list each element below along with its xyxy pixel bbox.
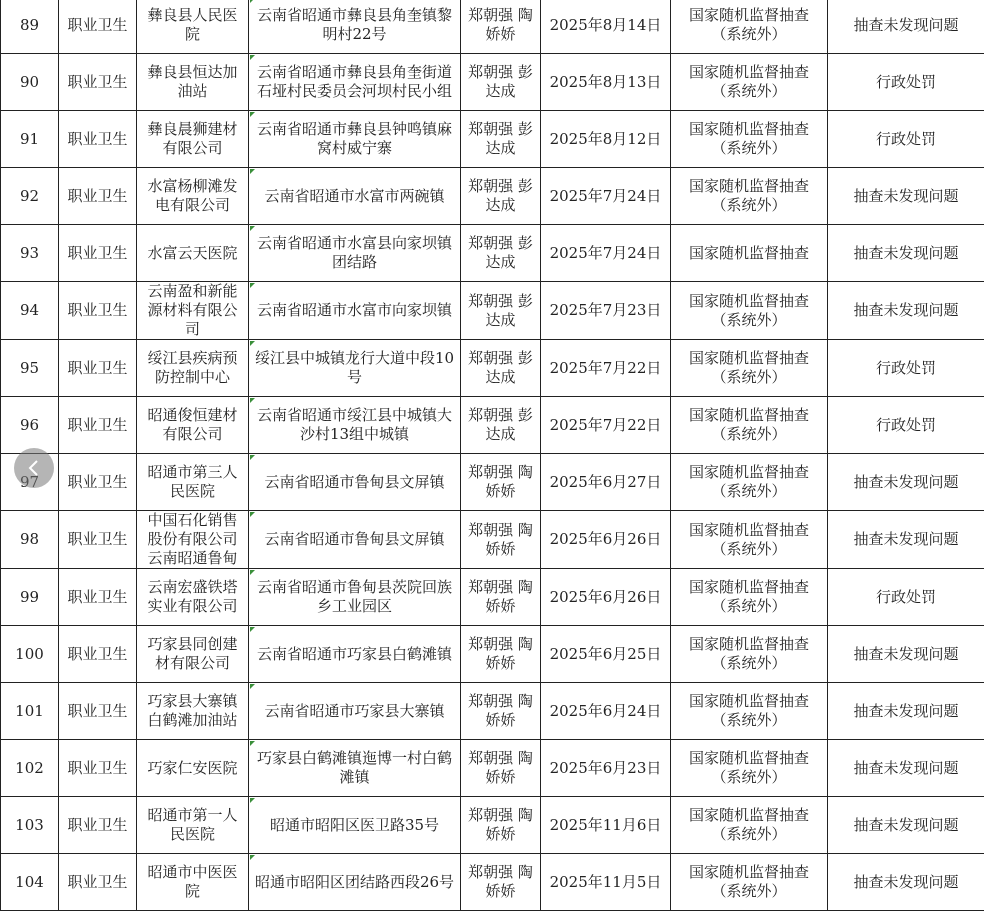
result-cell xyxy=(828,454,984,511)
result-cell xyxy=(828,54,984,111)
inspectors-cell-text: 郑朝强 陶娇娇 xyxy=(468,578,533,615)
inspection-type-cell-text: 国家随机监督抽查（系统外） xyxy=(688,120,809,157)
row-number-text: 102 xyxy=(15,758,44,777)
address-cell-text: 云南省昭通市彝良县角奎镇黎明村22号 xyxy=(256,6,452,43)
table-row xyxy=(1,54,984,111)
table-row xyxy=(1,225,984,282)
row-number xyxy=(1,0,59,54)
address-cell xyxy=(249,340,461,397)
inspection-type-cell-text: 国家随机监督抽查（系统外） xyxy=(688,635,809,672)
category-cell xyxy=(59,54,137,111)
row-number-text: 93 xyxy=(19,243,40,262)
inspection-type-cell xyxy=(671,111,828,168)
row-number xyxy=(1,225,59,282)
organization-cell-text: 云南盈和新能源材料有限公司 xyxy=(147,282,238,338)
inspection-type-cell-text: 国家随机监督抽查（系统外） xyxy=(688,463,809,500)
result-cell xyxy=(828,282,984,340)
inspection-date-cell xyxy=(541,54,671,111)
row-number xyxy=(1,626,59,683)
inspectors-cell-text: 郑朝强 陶娇娇 xyxy=(468,806,533,843)
row-number-text: 98 xyxy=(19,530,40,548)
cell-comment-marker xyxy=(250,169,255,174)
address-cell xyxy=(249,569,461,626)
category-cell xyxy=(59,569,137,626)
inspectors-cell xyxy=(461,683,541,740)
cell-comment-marker xyxy=(250,855,255,860)
inspection-date-cell xyxy=(541,168,671,225)
inspection-type-cell xyxy=(671,511,828,569)
row-number xyxy=(1,854,59,911)
cell-comment-marker xyxy=(250,570,255,575)
result-cell-text: 抽查未发现问题 xyxy=(853,701,959,720)
inspection-type-cell xyxy=(671,340,828,397)
row-number-text: 99 xyxy=(19,587,40,606)
inspection-date-cell-text: 2025年6月27日 xyxy=(549,472,662,491)
organization-cell xyxy=(137,340,249,397)
address-cell xyxy=(249,397,461,454)
organization-cell xyxy=(137,569,249,626)
inspectors-cell-text: 郑朝强 陶娇娇 xyxy=(468,749,533,786)
inspection-type-cell xyxy=(671,454,828,511)
row-number xyxy=(1,740,59,797)
inspection-date-cell xyxy=(541,569,671,626)
inspectors-cell-text: 郑朝强 陶娇娇 xyxy=(468,863,533,900)
inspectors-cell-text: 郑朝强 彭达成 xyxy=(468,291,533,329)
result-cell xyxy=(828,340,984,397)
address-cell-text: 云南省昭通市彝良县角奎街道石垭村民委员会河坝村民小组 xyxy=(256,63,452,100)
inspectors-cell xyxy=(461,397,541,454)
inspectors-cell-text: 郑朝强 彭达成 xyxy=(468,120,533,157)
inspectors-cell xyxy=(461,54,541,111)
row-number xyxy=(1,797,59,854)
category-cell xyxy=(59,0,137,54)
inspection-type-cell-text: 国家随机监督抽查 xyxy=(688,243,809,262)
organization-cell-text: 巧家仁安医院 xyxy=(147,758,238,777)
table-row xyxy=(1,797,984,854)
organization-cell-text: 彝良县恒达加油站 xyxy=(147,63,238,100)
address-cell xyxy=(249,225,461,282)
row-number xyxy=(1,511,59,569)
inspection-date-cell-text: 2025年8月14日 xyxy=(549,15,662,34)
inspectors-cell xyxy=(461,797,541,854)
organization-cell-text: 昭通市第一人民医院 xyxy=(147,806,238,843)
category-cell-text: 职业卫生 xyxy=(67,243,128,262)
result-cell-text: 抽查未发现问题 xyxy=(853,301,959,319)
category-cell xyxy=(59,683,137,740)
cell-comment-marker xyxy=(250,741,255,746)
inspection-type-cell xyxy=(671,740,828,797)
organization-cell-text: 昭通俊恒建材有限公司 xyxy=(147,406,238,443)
inspectors-cell xyxy=(461,225,541,282)
inspectors-cell xyxy=(461,111,541,168)
inspection-type-cell-text: 国家随机监督抽查（系统外） xyxy=(688,863,809,900)
inspectors-cell xyxy=(461,454,541,511)
category-cell-text: 职业卫生 xyxy=(67,587,128,606)
address-cell-text: 云南省昭通市绥江县中城镇大沙村13组中城镇 xyxy=(256,406,452,443)
table-row xyxy=(1,168,984,225)
result-cell xyxy=(828,740,984,797)
cell-comment-marker xyxy=(250,341,255,346)
result-cell-text: 抽查未发现问题 xyxy=(853,15,959,34)
inspection-date-cell-text: 2025年8月13日 xyxy=(549,72,662,91)
result-cell-text: 抽查未发现问题 xyxy=(853,815,959,834)
cell-comment-marker xyxy=(250,283,255,288)
category-cell-text: 职业卫生 xyxy=(67,186,128,205)
category-cell-text: 职业卫生 xyxy=(67,701,128,720)
address-cell-text: 昭通市昭阳区团结路西段26号 xyxy=(254,872,455,891)
inspection-type-cell-text: 国家随机监督抽查（系统外） xyxy=(688,177,809,214)
inspectors-cell xyxy=(461,168,541,225)
category-cell xyxy=(59,340,137,397)
category-cell xyxy=(59,454,137,511)
table-row xyxy=(1,683,984,740)
organization-cell xyxy=(137,626,249,683)
address-cell xyxy=(249,54,461,111)
category-cell-text: 职业卫生 xyxy=(67,72,128,91)
inspectors-cell xyxy=(461,854,541,911)
result-cell-text: 行政处罚 xyxy=(875,129,936,148)
inspection-type-cell xyxy=(671,282,828,340)
organization-cell xyxy=(137,0,249,54)
category-cell-text: 职业卫生 xyxy=(67,872,128,891)
row-number xyxy=(1,397,59,454)
result-cell xyxy=(828,569,984,626)
address-cell-text: 巧家县白鹤滩镇迤博一村白鹤滩镇 xyxy=(256,749,452,786)
table-row xyxy=(1,340,984,397)
address-cell-text: 云南省昭通市鲁甸县文屏镇 xyxy=(264,472,445,491)
inspectors-cell xyxy=(461,740,541,797)
category-cell xyxy=(59,740,137,797)
inspection-type-cell-text: 国家随机监督抽查（系统外） xyxy=(688,578,809,615)
cell-comment-marker xyxy=(250,112,255,117)
cell-comment-marker xyxy=(250,684,255,689)
inspection-date-cell xyxy=(541,511,671,569)
row-number xyxy=(1,54,59,111)
inspectors-cell-text: 郑朝强 陶娇娇 xyxy=(468,6,533,43)
organization-cell xyxy=(137,168,249,225)
inspection-date-cell xyxy=(541,854,671,911)
inspection-date-cell-text: 2025年11月5日 xyxy=(549,872,662,891)
row-number-text: 95 xyxy=(19,358,40,377)
inspection-date-cell-text: 2025年7月24日 xyxy=(549,243,662,262)
row-number xyxy=(1,282,59,340)
organization-cell xyxy=(137,854,249,911)
category-cell xyxy=(59,797,137,854)
inspectors-cell xyxy=(461,340,541,397)
chevron-left-icon xyxy=(27,459,41,477)
table-row xyxy=(1,282,984,340)
inspection-date-cell-text: 2025年8月12日 xyxy=(549,129,662,148)
organization-cell-text: 中国石化销售股份有限公司云南昭通鲁甸 xyxy=(147,511,238,567)
organization-cell xyxy=(137,740,249,797)
inspection-type-cell-text: 国家随机监督抽查（系统外） xyxy=(688,692,809,729)
inspection-date-cell xyxy=(541,0,671,54)
organization-cell xyxy=(137,511,249,569)
organization-cell xyxy=(137,111,249,168)
inspection-type-cell-text: 国家随机监督抽查（系统外） xyxy=(688,520,809,558)
row-number xyxy=(1,168,59,225)
table-row xyxy=(1,0,984,54)
organization-cell-text: 昭通市第三人民医院 xyxy=(147,463,238,500)
row-number-text: 104 xyxy=(15,872,44,891)
result-cell xyxy=(828,854,984,911)
inspection-type-cell-text: 国家随机监督抽查（系统外） xyxy=(688,63,809,100)
result-cell-text: 抽查未发现问题 xyxy=(853,530,959,548)
address-cell-text: 云南省昭通市水富县向家坝镇团结路 xyxy=(256,234,452,271)
category-cell-text: 职业卫生 xyxy=(67,644,128,663)
category-cell xyxy=(59,511,137,569)
inspectors-cell xyxy=(461,626,541,683)
inspection-date-cell-text: 2025年11月6日 xyxy=(549,815,662,834)
result-cell-text: 抽查未发现问题 xyxy=(853,472,959,491)
category-cell-text: 职业卫生 xyxy=(67,358,128,377)
organization-cell xyxy=(137,683,249,740)
inspection-date-cell xyxy=(541,111,671,168)
result-cell-text: 抽查未发现问题 xyxy=(853,644,959,663)
table-row xyxy=(1,626,984,683)
row-number-text: 96 xyxy=(19,415,40,434)
row-number xyxy=(1,340,59,397)
organization-cell xyxy=(137,282,249,340)
address-cell xyxy=(249,626,461,683)
inspection-date-cell xyxy=(541,397,671,454)
inspection-type-cell xyxy=(671,683,828,740)
organization-cell-text: 水富云天医院 xyxy=(147,243,238,262)
address-cell-text: 云南省昭通市巧家县大寨镇 xyxy=(264,701,445,720)
cell-comment-marker xyxy=(250,798,255,803)
inspection-type-cell xyxy=(671,54,828,111)
cell-comment-marker xyxy=(250,512,255,517)
inspection-type-cell xyxy=(671,0,828,54)
inspection-date-cell-text: 2025年7月23日 xyxy=(549,301,662,319)
organization-cell xyxy=(137,797,249,854)
inspectors-cell-text: 郑朝强 彭达成 xyxy=(468,349,533,386)
inspection-date-cell xyxy=(541,225,671,282)
table-row xyxy=(1,397,984,454)
result-cell-text: 行政处罚 xyxy=(875,358,936,377)
inspectors-cell xyxy=(461,282,541,340)
address-cell xyxy=(249,454,461,511)
row-number-text: 101 xyxy=(15,701,44,720)
row-number xyxy=(1,111,59,168)
inspection-date-cell-text: 2025年6月25日 xyxy=(549,644,662,663)
address-cell-text: 云南省昭通市彝良县钟鸣镇麻窝村威宁寨 xyxy=(256,120,452,157)
inspection-date-cell-text: 2025年6月24日 xyxy=(549,701,662,720)
organization-cell-text: 水富杨柳滩发电有限公司 xyxy=(147,177,238,214)
inspection-type-cell xyxy=(671,797,828,854)
result-cell-text: 行政处罚 xyxy=(875,415,936,434)
row-number-text: 94 xyxy=(19,301,40,319)
address-cell xyxy=(249,0,461,54)
inspectors-cell-text: 郑朝强 彭达成 xyxy=(468,177,533,214)
inspection-date-cell-text: 2025年6月26日 xyxy=(549,530,662,548)
inspection-type-cell-text: 国家随机监督抽查（系统外） xyxy=(688,749,809,786)
inspection-date-cell xyxy=(541,340,671,397)
row-number xyxy=(1,683,59,740)
inspection-date-cell-text: 2025年6月26日 xyxy=(549,587,662,606)
organization-cell xyxy=(137,454,249,511)
organization-cell-text: 巧家县同创建材有限公司 xyxy=(147,635,238,672)
result-cell xyxy=(828,225,984,282)
result-cell xyxy=(828,111,984,168)
category-cell xyxy=(59,168,137,225)
category-cell-text: 职业卫生 xyxy=(67,129,128,148)
inspection-type-cell-text: 国家随机监督抽查（系统外） xyxy=(688,6,809,43)
table-row xyxy=(1,854,984,911)
cell-comment-marker xyxy=(250,0,255,3)
address-cell-text: 绥江县中城镇龙行大道中段10号 xyxy=(254,349,455,386)
result-cell xyxy=(828,626,984,683)
row-number-text: 89 xyxy=(19,15,40,34)
inspection-date-cell xyxy=(541,797,671,854)
inspection-type-cell-text: 国家随机监督抽查（系统外） xyxy=(688,406,809,443)
cell-comment-marker xyxy=(250,455,255,460)
inspection-type-cell xyxy=(671,168,828,225)
table-row xyxy=(1,569,984,626)
address-cell xyxy=(249,683,461,740)
result-cell xyxy=(828,0,984,54)
inspection-date-cell-text: 2025年7月22日 xyxy=(549,358,662,377)
inspectors-cell xyxy=(461,569,541,626)
result-cell-text: 行政处罚 xyxy=(875,72,936,91)
inspection-type-cell xyxy=(671,569,828,626)
address-cell-text: 云南省昭通市鲁甸县茨院回族乡工业园区 xyxy=(256,578,452,615)
address-cell-text: 云南省昭通市巧家县白鹤滩镇 xyxy=(256,644,452,663)
row-number-text: 100 xyxy=(15,644,44,663)
inspectors-cell-text: 郑朝强 彭达成 xyxy=(468,234,533,271)
table-row xyxy=(1,740,984,797)
inspectors-cell-text: 郑朝强 陶娇娇 xyxy=(468,635,533,672)
result-cell-text: 抽查未发现问题 xyxy=(853,186,959,205)
address-cell xyxy=(249,511,461,569)
inspectors-cell-text: 郑朝强 彭达成 xyxy=(468,406,533,443)
inspection-date-cell-text: 2025年7月24日 xyxy=(549,186,662,205)
result-cell xyxy=(828,683,984,740)
result-cell xyxy=(828,797,984,854)
organization-cell xyxy=(137,397,249,454)
organization-cell-text: 绥江县疾病预防控制中心 xyxy=(147,349,238,386)
result-cell-text: 行政处罚 xyxy=(875,587,936,606)
organization-cell-text: 彝良县人民医院 xyxy=(147,6,238,43)
address-cell xyxy=(249,797,461,854)
category-cell-text: 职业卫生 xyxy=(67,15,128,34)
category-cell xyxy=(59,282,137,340)
cell-comment-marker xyxy=(250,398,255,403)
inspection-type-cell xyxy=(671,225,828,282)
category-cell-text: 职业卫生 xyxy=(67,301,128,319)
result-cell-text: 抽查未发现问题 xyxy=(853,872,959,891)
result-cell xyxy=(828,511,984,569)
address-cell-text: 昭通市昭阳区医卫路35号 xyxy=(269,815,440,834)
inspectors-cell xyxy=(461,511,541,569)
address-cell-text: 云南省昭通市鲁甸县文屏镇 xyxy=(264,530,445,548)
organization-cell-text: 云南宏盛铁塔实业有限公司 xyxy=(147,578,238,615)
inspectors-cell xyxy=(461,0,541,54)
category-cell-text: 职业卫生 xyxy=(67,758,128,777)
inspection-type-cell-text: 国家随机监督抽查（系统外） xyxy=(688,291,809,329)
cell-comment-marker xyxy=(250,55,255,60)
organization-cell-text: 彝良晨狮建材有限公司 xyxy=(147,120,238,157)
inspection-type-cell xyxy=(671,397,828,454)
inspection-date-cell-text: 2025年7月22日 xyxy=(549,415,662,434)
category-cell xyxy=(59,111,137,168)
row-number-text: 91 xyxy=(19,129,40,148)
inspectors-cell-text: 郑朝强 陶娇娇 xyxy=(468,692,533,729)
category-cell-text: 职业卫生 xyxy=(67,415,128,434)
inspectors-cell-text: 郑朝强 陶娇娇 xyxy=(468,463,533,500)
organization-cell-text: 昭通市中医医院 xyxy=(147,863,238,900)
inspection-date-cell xyxy=(541,282,671,340)
inspectors-cell-text: 郑朝强 彭达成 xyxy=(468,63,533,100)
address-cell-text: 云南省昭通市水富市两碗镇 xyxy=(264,186,445,205)
row-number-text: 90 xyxy=(19,72,40,91)
table-row xyxy=(1,454,984,511)
address-cell-text: 云南省昭通市水富市向家坝镇 xyxy=(256,301,452,319)
inspection-date-cell xyxy=(541,683,671,740)
row-number-text: 103 xyxy=(15,815,44,834)
inspection-date-cell xyxy=(541,454,671,511)
inspection-date-cell xyxy=(541,626,671,683)
inspection-type-cell xyxy=(671,854,828,911)
organization-cell-text: 巧家县大寨镇白鹤滩加油站 xyxy=(147,692,238,729)
row-number-text: 92 xyxy=(19,186,40,205)
category-cell-text: 职业卫生 xyxy=(67,472,128,491)
cell-comment-marker xyxy=(250,226,255,231)
result-cell-text: 抽查未发现问题 xyxy=(853,243,959,262)
category-cell-text: 职业卫生 xyxy=(67,530,128,548)
organization-cell xyxy=(137,225,249,282)
inspection-date-cell xyxy=(541,740,671,797)
table-row xyxy=(1,111,984,168)
address-cell xyxy=(249,854,461,911)
result-cell xyxy=(828,397,984,454)
row-number xyxy=(1,569,59,626)
result-cell xyxy=(828,168,984,225)
category-cell xyxy=(59,626,137,683)
inspection-type-cell-text: 国家随机监督抽查（系统外） xyxy=(688,806,809,843)
inspection-type-cell xyxy=(671,626,828,683)
category-cell xyxy=(59,854,137,911)
address-cell xyxy=(249,168,461,225)
address-cell xyxy=(249,282,461,340)
category-cell xyxy=(59,225,137,282)
result-cell-text: 抽查未发现问题 xyxy=(853,758,959,777)
address-cell xyxy=(249,740,461,797)
inspection-date-cell-text: 2025年6月23日 xyxy=(549,758,662,777)
inspection-type-cell-text: 国家随机监督抽查（系统外） xyxy=(688,349,809,386)
category-cell-text: 职业卫生 xyxy=(67,815,128,834)
category-cell xyxy=(59,397,137,454)
table-row xyxy=(1,511,984,569)
address-cell xyxy=(249,111,461,168)
cell-comment-marker xyxy=(250,627,255,632)
previous-page-button[interactable] xyxy=(14,448,54,488)
inspectors-cell-text: 郑朝强 陶娇娇 xyxy=(468,520,533,558)
organization-cell xyxy=(137,54,249,111)
